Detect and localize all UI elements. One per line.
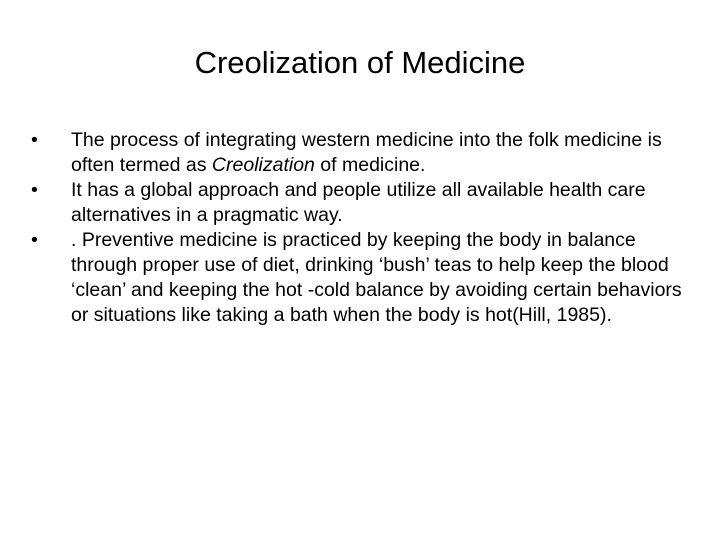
- bullet-dot-icon: •: [31, 179, 38, 201]
- bullet-item: [28, 128, 688, 178]
- bullet-text: . Preventive medicine is practiced by keeping the body in balance through proper use of diet, drinking ‘bush’ teas to help keep the blood ‘clean’ and keeping the hot -cold balance by avoiding certain behaviors or situations like taking a bath when the body is hot(Hill, 1985).: [71, 229, 682, 326]
- bullet-list: [28, 128, 688, 328]
- bullet-item: [28, 228, 688, 328]
- bullet-text: of medicine.: [314, 154, 426, 176]
- bullet-dot-icon: •: [31, 229, 38, 251]
- bullet-item: [28, 178, 688, 228]
- bullet-dot-icon: •: [31, 129, 38, 151]
- slide-title: Creolization of Medicine: [194, 45, 526, 80]
- emphasized-term: Creolization: [211, 154, 315, 176]
- bullet-text: The process of integrating western medicine into the folk medicine is often termed as: [71, 129, 662, 176]
- bullet-text: It has a global approach and people utilize all available health care alternatives in a pragmatic way.: [71, 179, 646, 226]
